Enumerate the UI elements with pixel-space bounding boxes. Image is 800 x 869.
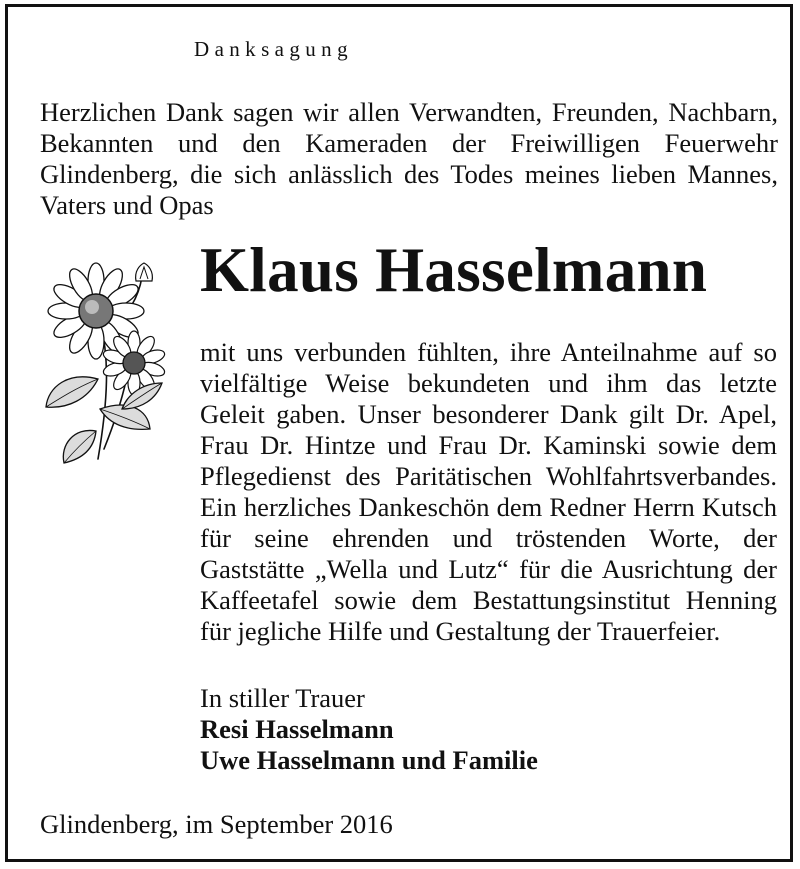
body-paragraph: mit uns verbunden fühlten, ihre Anteilnahme auf so vielfältige Weise bekundeten und ihm das letzte Geleit gaben. Unser besonderer Dank gilt Dr. Apel, Frau Dr. Hintze und Frau Dr. Kaminski sowie dem Pflegedienst des Paritätischen Wohlfahrtsverbandes. Ein herzliches Dankeschön dem Redner Herrn Kutsch für seine ehrenden und tröstenden Worte, der Gaststätte „Wella und Lutz“ für die Ausrichtung der Kaffeetafel sowie dem Bestattungsinstitut Henning für jegliche Hilfe und Gestaltung der Trauerfeier.	[200, 337, 777, 646]
mourner-name: Resi Hasselmann	[200, 714, 394, 744]
obituary-card	[5, 4, 793, 862]
deceased-name: Klaus Hasselmann	[200, 235, 708, 305]
notice-heading: Danksagung	[194, 37, 353, 61]
place-date: Glindenberg, im September 2016	[40, 809, 393, 839]
signature-block	[200, 683, 538, 776]
mourner-name: Uwe Hasselmann und Familie	[200, 745, 538, 775]
intro-paragraph: Herzlichen Dank sagen wir allen Verwandten, Freunden, Nachbarn, Bekannten und den Kameraden der Freiwilligen Feuerwehr Glindenberg, die sich anlässlich des Todes meines lieben Mannes, Vaters und Opas	[40, 97, 778, 220]
mourning-phrase: In stiller Trauer	[200, 683, 365, 713]
sunflower-icon	[38, 259, 178, 469]
